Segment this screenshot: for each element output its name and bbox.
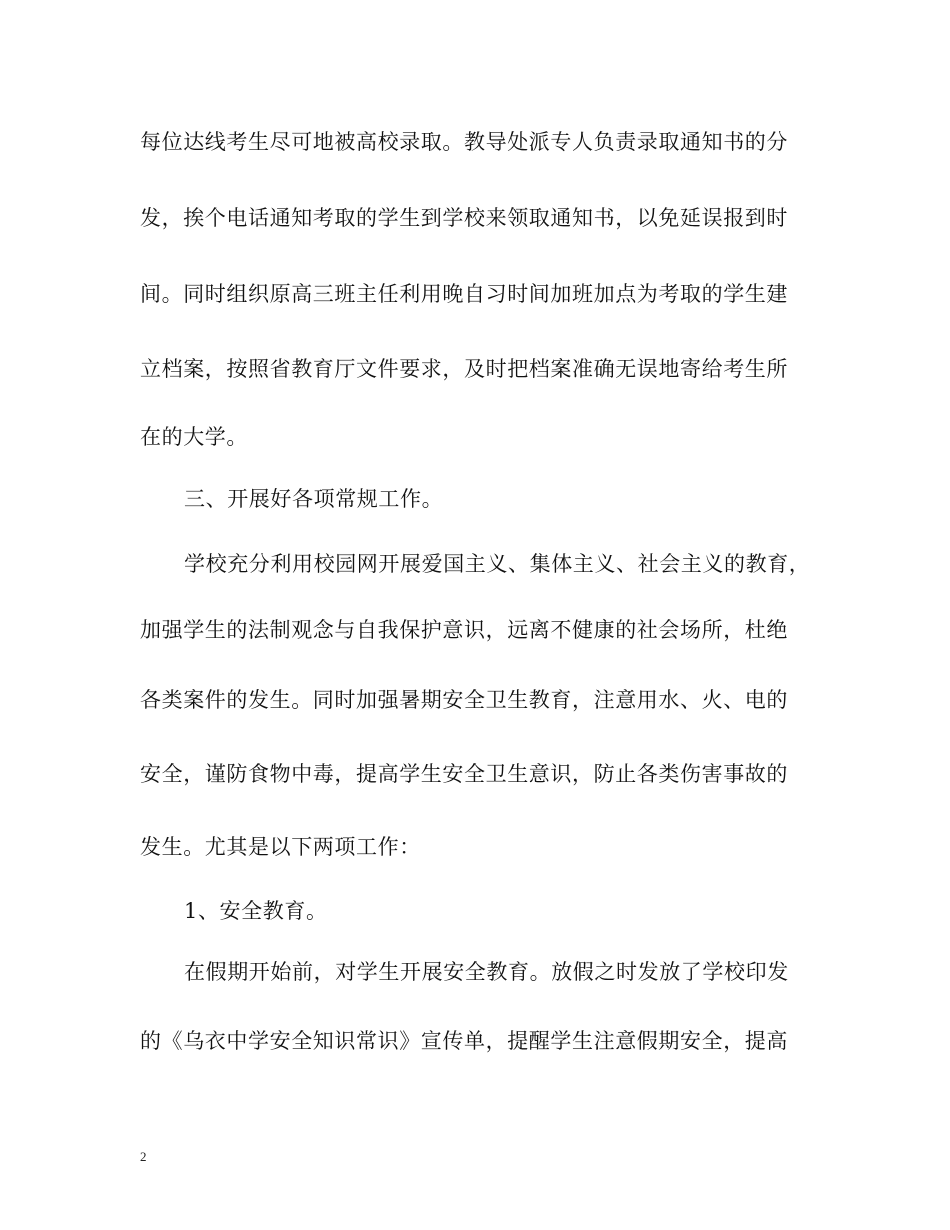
subsection-heading: 1、安全教育。 bbox=[184, 899, 328, 923]
body-text-line: 的《乌衣中学安全知识常识》宣传单，提醒学生注意假期安全，提高 bbox=[140, 1029, 788, 1053]
body-text-line: 发，挨个电话通知考取的学生到学校来领取通知书，以免延误报到时 bbox=[140, 206, 788, 230]
body-text-line: 间。同时组织原高三班主任利用晚自习时间加班加点为考取的学生建 bbox=[140, 282, 788, 306]
body-text-line: 立档案，按照省教育厅文件要求，及时把档案准确无误地寄给考生所 bbox=[140, 357, 788, 381]
body-text-line: 在的大学。 bbox=[140, 425, 248, 449]
body-text-line: 每位达线考生尽可地被高校录取。教导处派专人负责录取通知书的分 bbox=[140, 130, 788, 154]
body-text-line: 安全，谨防食物中毒，提高学生安全卫生意识，防止各类伤害事故的 bbox=[140, 762, 788, 786]
body-text-line: 在假期开始前，对学生开展安全教育。放假之时发放了学校印发 bbox=[184, 960, 789, 984]
body-text-line: 加强学生的法制观念与自我保护意识，远离不健康的社会场所，杜绝 bbox=[140, 618, 788, 642]
body-text-line: 发生。尤其是以下两项工作： bbox=[140, 835, 421, 859]
body-text-line: 学校充分利用校园网开展爱国主义、集体主义、社会主义的教育， bbox=[184, 552, 811, 576]
page-number: 2 bbox=[140, 1149, 147, 1164]
body-text-line: 各类案件的发生。同时加强暑期安全卫生教育，注意用水、火、电的 bbox=[140, 688, 788, 712]
section-heading: 三、开展好各项常规工作。 bbox=[184, 487, 444, 511]
